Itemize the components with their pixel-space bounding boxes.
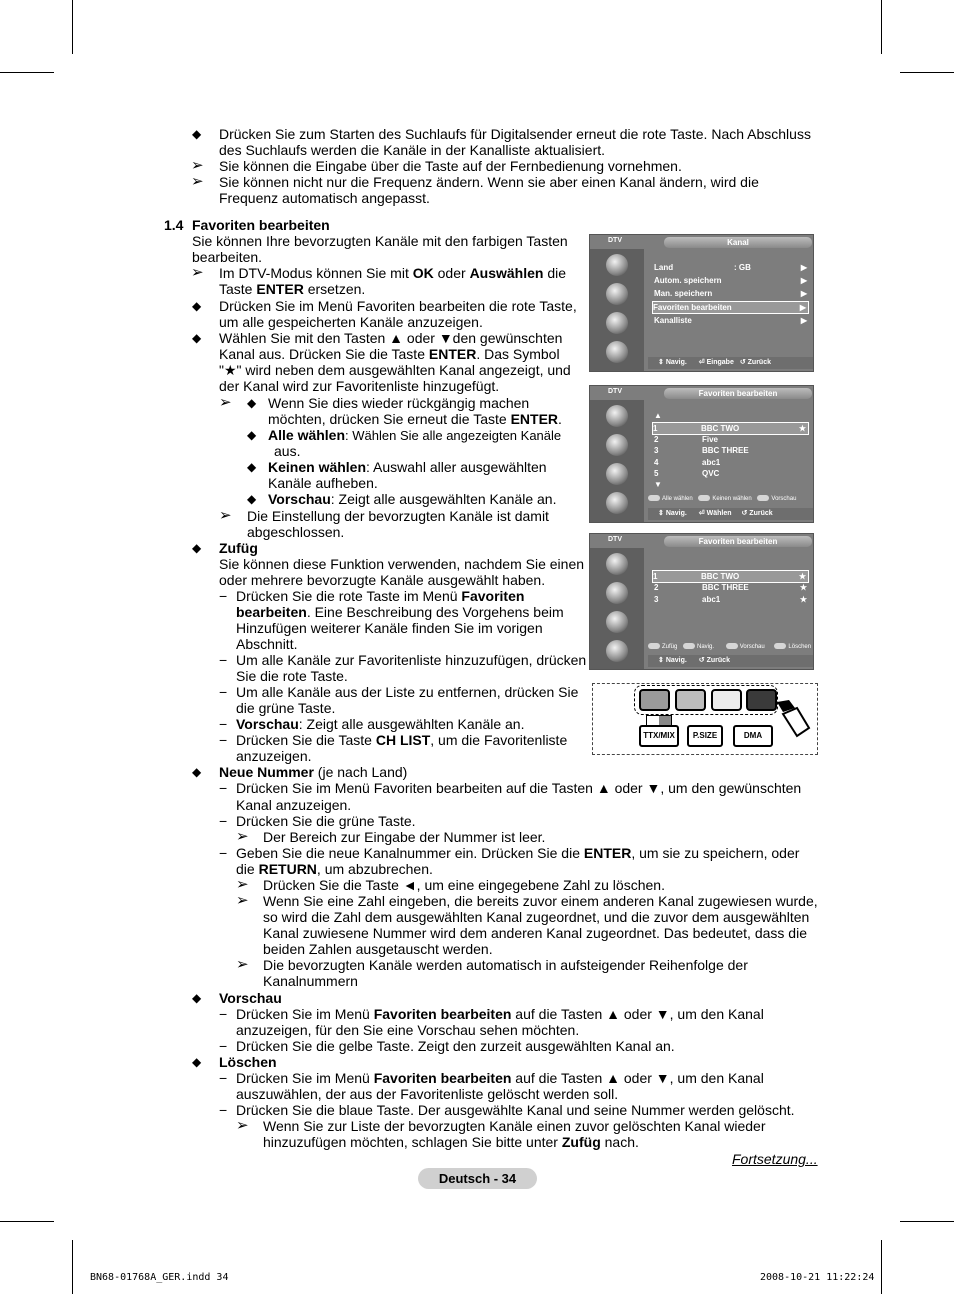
crop-mark	[72, 0, 73, 54]
channel-row[interactable]: 4 abc1	[654, 458, 721, 467]
dash-marker: −	[219, 1070, 228, 1086]
note-arrow-icon: ➢	[236, 828, 249, 845]
dash-marker: −	[219, 732, 228, 748]
blue-key-icon	[774, 643, 786, 649]
zufug-text: Vorschau: Zeigt alle ausgewählten Kanäle an.	[236, 716, 525, 732]
neue-text: Drücken Sie im Menü Favoriten bearbeiten auf die Tasten ▲ oder ▼, um den gewünschten	[236, 780, 802, 796]
neue-text: Kanal anzuzeigen.	[236, 797, 352, 813]
zufug-text: die grüne Taste.	[236, 700, 336, 716]
screen-footer: ⇕ Navig. ⏎ Eingabe ↺ Zurück	[648, 357, 813, 369]
dash-marker: −	[219, 588, 228, 604]
dash-marker: −	[219, 716, 228, 732]
section-note: Die Einstellung der bevorzugten Kanäle ist damit	[247, 508, 549, 524]
yellow-button[interactable]	[711, 689, 742, 711]
loschen-note: Wenn Sie zur Liste der bevorzugten Kanäle einen zuvor gelöschten Kanal wieder	[263, 1118, 766, 1134]
neue-note: Kanal zuwiesene Nummer wird dem anderen Kanal zugeordnet. Das bedeutet, dass die	[263, 925, 807, 941]
zufug-text: bearbeiten. Eine Beschreibung des Vorgehens beim	[236, 604, 564, 620]
sub-text: Keinen wählen: Auswahl aller ausgewählten	[268, 459, 547, 475]
zufug-text: Sie die rote Taste.	[236, 668, 348, 684]
channel-row[interactable]: 3 abc1 ★	[654, 595, 807, 604]
neue-note: Kanalnummern	[263, 973, 358, 989]
menu-sidebar	[590, 400, 644, 522]
screen-footer: ⇕ Navig. ⏎ Wählen ↺ Zurück	[648, 508, 813, 520]
neue-note: Wenn Sie eine Zahl eingeben, die bereits zuvor einem anderen Kanal zugewiesen wurde,	[263, 893, 818, 909]
return-icon: ↺	[739, 359, 746, 366]
color-key-legend: Alle wählen Keinen wählen Vorschau	[648, 495, 813, 503]
p-size-button[interactable]: P.SIZE	[687, 725, 723, 747]
intro-note: Frequenz automatisch angepasst.	[219, 190, 430, 206]
remote-control-illustration	[592, 683, 818, 755]
blue-button[interactable]	[746, 689, 777, 711]
menu-row-favoriten-bearbeiten[interactable]: Favoriten bearbeiten ▶	[652, 301, 809, 314]
scroll-up-icon[interactable]: ▲	[654, 411, 662, 420]
red-button[interactable]	[639, 689, 670, 711]
intro-line: Drücken Sie zum Starten des Suchlaufs für Digitalsender erneut die rote Taste. Nach Abschluss	[219, 126, 811, 142]
tv-screen-favoriten-1	[589, 385, 814, 523]
menu-sidebar	[590, 249, 644, 371]
yellow-key-icon	[757, 495, 769, 501]
green-button[interactable]	[675, 689, 706, 711]
zufug-text: Hinzufügen weiterer Kanäle finden Sie im vorigen	[236, 620, 543, 636]
intro-note: Sie können nicht nur die Frequenz ändern. Wenn sie aber einen Kanal ändern, wird die	[219, 174, 759, 190]
tv-screen-favoriten-2	[589, 533, 814, 670]
neue-text: Geben Sie die neue Kanalnummer ein. Drücken Sie die ENTER, um sie zu speichern, oder	[236, 845, 800, 861]
zufug-title: Zufüg	[219, 540, 258, 556]
vorschau-text: Drücken Sie im Menü Favoriten bearbeiten auf die Tasten ▲ oder ▼, um den Kanal	[236, 1006, 764, 1022]
scroll-down-icon[interactable]: ▼	[654, 480, 662, 489]
vorschau-text: Drücken Sie die gelbe Taste. Zeigt den zurzeit ausgewählten Kanal an.	[236, 1038, 675, 1054]
dash-marker: −	[219, 845, 228, 861]
neue-note: so wird die Zahl dem ausgewählten Kanal zugeordnet, und die zuvor dem ausgewählten	[263, 909, 810, 925]
finger-pointer-icon	[775, 698, 811, 738]
dash-marker: −	[219, 652, 228, 668]
channel-row[interactable]: 1 BBC TWO ★	[652, 422, 809, 435]
note-arrow-icon: ➢	[219, 394, 232, 411]
neue-text: die RETURN, um abzubrechen.	[236, 861, 433, 877]
section-title: Favoriten bearbeiten	[192, 217, 330, 233]
bullet-icon: ◆	[192, 127, 202, 141]
section-text: "★" wird neben dem ausgewählten Kanal angezeigt, und	[219, 362, 571, 378]
zufug-text: Abschnitt.	[236, 636, 298, 652]
section-text: um alle gespeicherten Kanäle anzuzeigen.	[219, 314, 483, 330]
screen-title: Favoriten bearbeiten	[664, 536, 812, 547]
picture-icon	[606, 254, 628, 276]
note-arrow-icon: ➢	[236, 1117, 249, 1134]
menu-row-autom-speichern[interactable]: Autom. speichern ▶	[654, 276, 807, 285]
loschen-text: Drücken Sie im Menü Favoriten bearbeiten auf die Tasten ▲ oder ▼, um den Kanal	[236, 1070, 764, 1086]
nav-icon: ⇕	[658, 359, 664, 366]
setup-icon	[606, 312, 628, 334]
menu-row-land[interactable]: Land : GB ▶	[654, 263, 807, 272]
section-note: abgeschlossen.	[247, 524, 345, 540]
sub-text: Alle wählen: Wählen Sie alle angezeigten Kanäle	[268, 427, 562, 443]
bullet-icon: ◆	[247, 460, 257, 474]
zufug-text: anzuzeigen.	[236, 748, 312, 764]
note-arrow-icon: ➢	[236, 876, 249, 893]
color-key-legend: Zufüg Navig. Vorschau Löschen	[648, 643, 813, 651]
menu-sidebar	[590, 548, 644, 669]
sub-text: möchten, drücken Sie erneut die Taste ENTER.	[268, 411, 562, 427]
channel-row[interactable]: 5 QVC	[654, 469, 720, 478]
nav-icon: ⇕	[658, 510, 664, 517]
dash-marker: −	[219, 780, 228, 796]
zufug-text: Um alle Kanäle zur Favoritenliste hinzuzufügen, drücken	[236, 652, 587, 668]
zufug-text: Drücken Sie die rote Taste im Menü Favoriten	[236, 588, 525, 604]
neue-note: Die bevorzugten Kanäle werden automatisch in aufsteigender Reihenfolge der	[263, 957, 748, 973]
sub-text: aus.	[274, 443, 301, 459]
picture-icon	[606, 405, 628, 427]
yellow-key-icon	[726, 643, 738, 649]
nav-icon: ⇕	[658, 657, 664, 664]
crop-mark	[0, 72, 54, 73]
dash-marker: −	[219, 1102, 228, 1118]
loschen-title: Löschen	[219, 1054, 277, 1070]
note-arrow-icon: ➢	[236, 956, 249, 973]
setup-icon	[606, 611, 628, 633]
input-icon	[606, 341, 628, 363]
neue-note: beiden Zahlen ausgetauscht werden.	[263, 941, 493, 957]
bullet-icon: ◆	[192, 541, 202, 555]
sub-text: Vorschau: Zeigt alle ausgewählten Kanäle an.	[268, 491, 557, 507]
return-icon: ↺	[741, 510, 748, 517]
bullet-icon: ◆	[192, 331, 202, 345]
dash-marker: −	[219, 813, 228, 829]
crop-mark	[72, 1240, 73, 1294]
dash-marker: −	[219, 684, 228, 700]
neue-note: Drücken Sie die Taste ◄, um eine eingegebene Zahl zu löschen.	[263, 877, 665, 893]
sound-icon	[606, 582, 628, 604]
crop-mark	[0, 1221, 54, 1222]
zufug-text: Drücken Sie die Taste CH LIST, um die Favoritenliste	[236, 732, 568, 748]
enter-icon: ⏎	[698, 510, 705, 517]
intro-line: des Suchlaufs werden die Kanäle in der Kanalliste aktualisiert.	[219, 142, 606, 158]
loschen-text: Drücken Sie die blaue Taste. Der ausgewählte Kanal und seine Nummer werden gelöscht.	[236, 1102, 795, 1118]
channel-row[interactable]: 2 BBC THREE ★	[654, 583, 807, 592]
continuation-link: Fortsetzung...	[732, 1151, 818, 1167]
picture-icon	[606, 553, 628, 575]
section-text: bearbeiten.	[192, 249, 263, 265]
neue-note: Der Bereich zur Eingabe der Nummer ist leer.	[263, 829, 546, 845]
section-note: Im DTV-Modus können Sie mit OK oder Auswählen die	[219, 265, 567, 281]
crop-mark	[900, 1221, 954, 1222]
crop-mark	[881, 0, 882, 54]
section-text: Kanal aus. Drücken Sie die Taste ENTER. Das Symbol	[219, 346, 560, 362]
zufug-text: Sie können diese Funktion verwenden, nachdem Sie einen	[219, 556, 585, 572]
green-key-icon	[698, 495, 710, 501]
screen-footer: ⇕ Navig. ↺ Zurück	[648, 655, 813, 667]
red-key-icon	[648, 643, 660, 649]
section-text: Sie können Ihre bevorzugten Kanäle mit den farbigen Tasten	[192, 233, 568, 249]
section-text: Wählen Sie mit den Tasten ▲ oder ▼den gewünschten	[219, 330, 563, 346]
vorschau-title: Vorschau	[219, 990, 282, 1006]
enter-icon: ⏎	[698, 359, 705, 366]
menu-row-kanalliste[interactable]: Kanalliste ▶	[654, 316, 807, 325]
zufug-text: Um alle Kanäle aus der Liste zu entfernen, drücken Sie	[236, 684, 579, 700]
dtv-label: DTV	[608, 388, 622, 395]
bullet-icon: ◆	[247, 428, 257, 442]
section-text: Drücken Sie im Menü Favoriten bearbeiten die rote Taste,	[219, 298, 577, 314]
sound-icon	[606, 434, 628, 456]
menu-row-man-speichern[interactable]: Man. speichern ▶	[654, 289, 807, 298]
bullet-icon: ◆	[192, 765, 202, 779]
neue-text: Drücken Sie die grüne Taste.	[236, 813, 416, 829]
crop-mark	[881, 1240, 882, 1294]
bullet-icon: ◆	[247, 396, 257, 410]
loschen-note: hinzuzufügen möchten, schlagen Sie bitte unter Zufüg nach.	[263, 1134, 639, 1150]
red-key-icon	[648, 495, 660, 501]
intro-note: Sie können die Eingabe über die Taste auf der Fernbedienung vornehmen.	[219, 158, 682, 174]
sub-text: Kanäle aufheben.	[268, 475, 378, 491]
dtv-label: DTV	[608, 237, 622, 244]
tv-screen-kanal	[589, 234, 814, 372]
note-arrow-icon: ➢	[191, 264, 204, 281]
crop-mark	[900, 72, 954, 73]
input-icon	[606, 640, 628, 662]
return-icon: ↺	[698, 657, 705, 664]
note-arrow-icon: ➢	[191, 173, 204, 190]
dtv-label: DTV	[608, 536, 622, 543]
section-note: Taste ENTER ersetzen.	[219, 281, 366, 297]
ttx-mix-button[interactable]: TTX/MIX	[639, 725, 679, 747]
setup-icon	[606, 463, 628, 485]
dash-marker: −	[219, 1006, 228, 1022]
bullet-icon: ◆	[192, 299, 202, 313]
section-number: 1.4	[164, 217, 184, 233]
neue-title: Neue Nummer (je nach Land)	[219, 764, 408, 780]
section-text: der Kanal wird zur Favoritenliste hinzugefügt.	[219, 378, 500, 394]
screen-title: Kanal	[664, 237, 812, 248]
note-arrow-icon: ➢	[219, 507, 232, 524]
bullet-icon: ◆	[192, 991, 202, 1005]
page-number-badge: Deutsch - 34	[418, 1168, 537, 1189]
print-file-info: BN68-01768A_GER.indd 34	[90, 1272, 229, 1283]
dma-button[interactable]: DMA	[733, 725, 773, 747]
loschen-text: auszuwählen, der aus der Favoritenliste gelöscht werden soll.	[236, 1086, 619, 1102]
zufug-text: oder mehrere bevorzugte Kanäle ausgewählt haben.	[219, 572, 546, 588]
channel-row[interactable]: 1 BBC TWO ★	[652, 570, 809, 583]
channel-row[interactable]: 2 Five	[654, 435, 719, 444]
sub-text: Wenn Sie dies wieder rückgängig machen	[268, 395, 530, 411]
channel-row[interactable]: 3 BBC THREE	[654, 446, 749, 455]
print-date-info: 2008-10-21 11:22:24	[760, 1272, 875, 1283]
vorschau-text: anzuzeigen, für den Sie eine Vorschau sehen möchten.	[236, 1022, 580, 1038]
input-icon	[606, 492, 628, 514]
note-arrow-icon: ➢	[236, 892, 249, 909]
bullet-icon: ◆	[192, 1055, 202, 1069]
dash-marker: −	[219, 1038, 228, 1054]
note-arrow-icon: ➢	[191, 157, 204, 174]
bullet-icon: ◆	[247, 492, 257, 506]
green-key-icon	[683, 643, 695, 649]
screen-title: Favoriten bearbeiten	[664, 388, 812, 399]
sound-icon	[606, 283, 628, 305]
